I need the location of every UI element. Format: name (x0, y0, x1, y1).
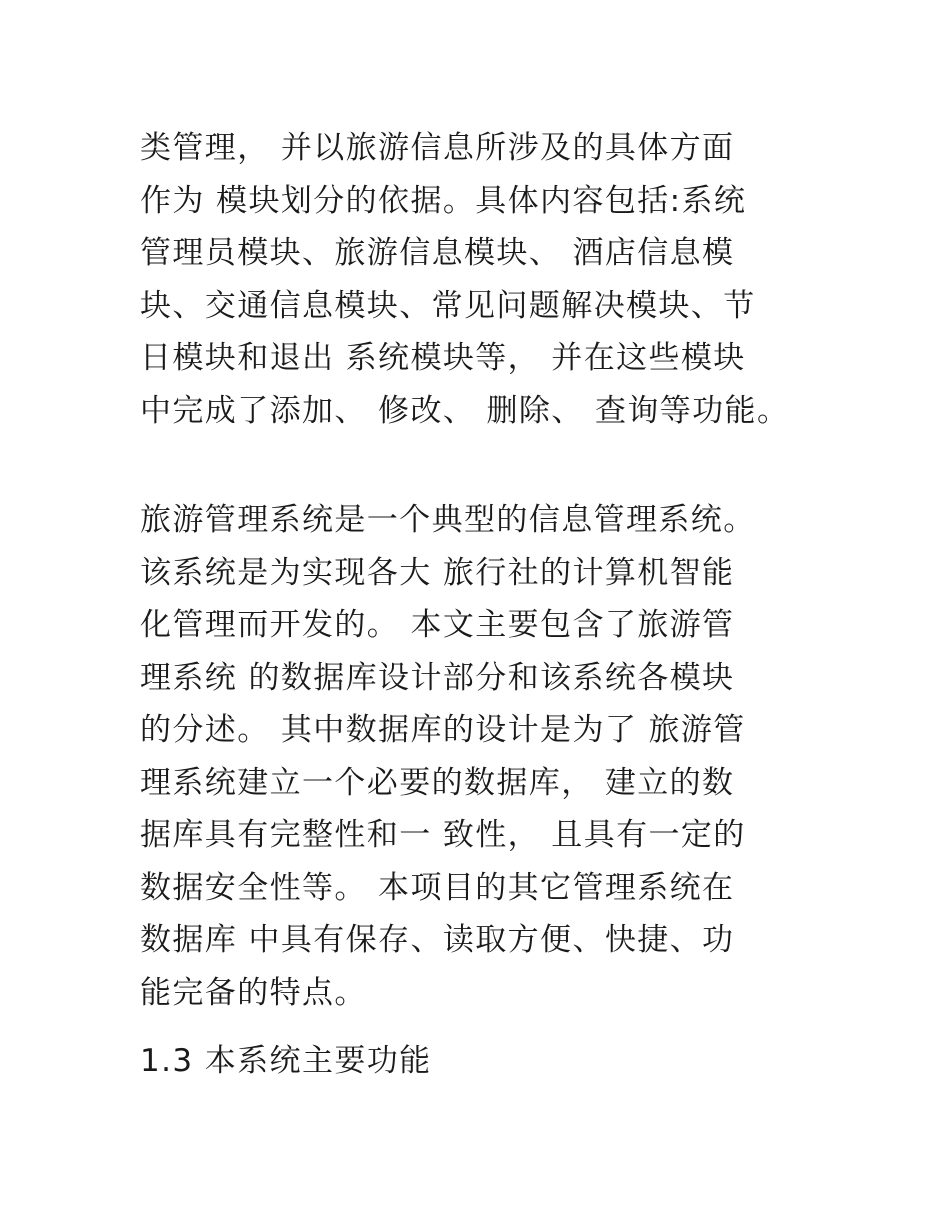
text-line: 的分述。 其中数据库的设计是为了 旅游管 (140, 712, 746, 748)
paragraph-intro (140, 122, 940, 437)
text-line: 据库具有完整性和一 致性， 且具有一定的 (140, 817, 746, 853)
text-line: 理系统 的数据库设计部分和该系统各模块 (140, 659, 735, 696)
text-line: 化管理而开发的。 本文主要包含了旅游管 (140, 607, 735, 643)
text-line: 日模块和退出 系统模块等， 并在这些模块 (140, 340, 746, 376)
section-heading: 1.3 本系统主要功能 (140, 1043, 432, 1079)
paragraph-overview (140, 494, 940, 1019)
text-line: 类管理， 并以旅游信息所涉及的具体方面 (140, 130, 735, 166)
text-line: 块、交通信息模块、常见问题解决模块、节 (140, 287, 756, 324)
text-line: 该系统是为实现各大 旅行社的计算机智能 (140, 554, 735, 591)
paragraph-spacer (140, 437, 940, 494)
text-line: 旅游管理系统是一个典型的信息管理系统。 (140, 502, 756, 538)
text-line: 理系统建立一个必要的数据库， 建立的数 (140, 764, 735, 801)
text-line: 管理员模块、旅游信息模块、 酒店信息模 (140, 235, 735, 271)
text-line: 中完成了添加、 修改、 删除、 查询等功能。 (140, 392, 790, 429)
text-line: 数据库 中具有保存、读取方便、快捷、功 (140, 922, 735, 958)
text-line: 能完备的特点。 (140, 974, 367, 1011)
document-page (140, 122, 940, 1088)
text-line: 数据安全性等。 本项目的其它管理系统在 (140, 869, 735, 906)
text-line: 作为 模块划分的依据。具体内容包括:系统 (140, 182, 747, 219)
